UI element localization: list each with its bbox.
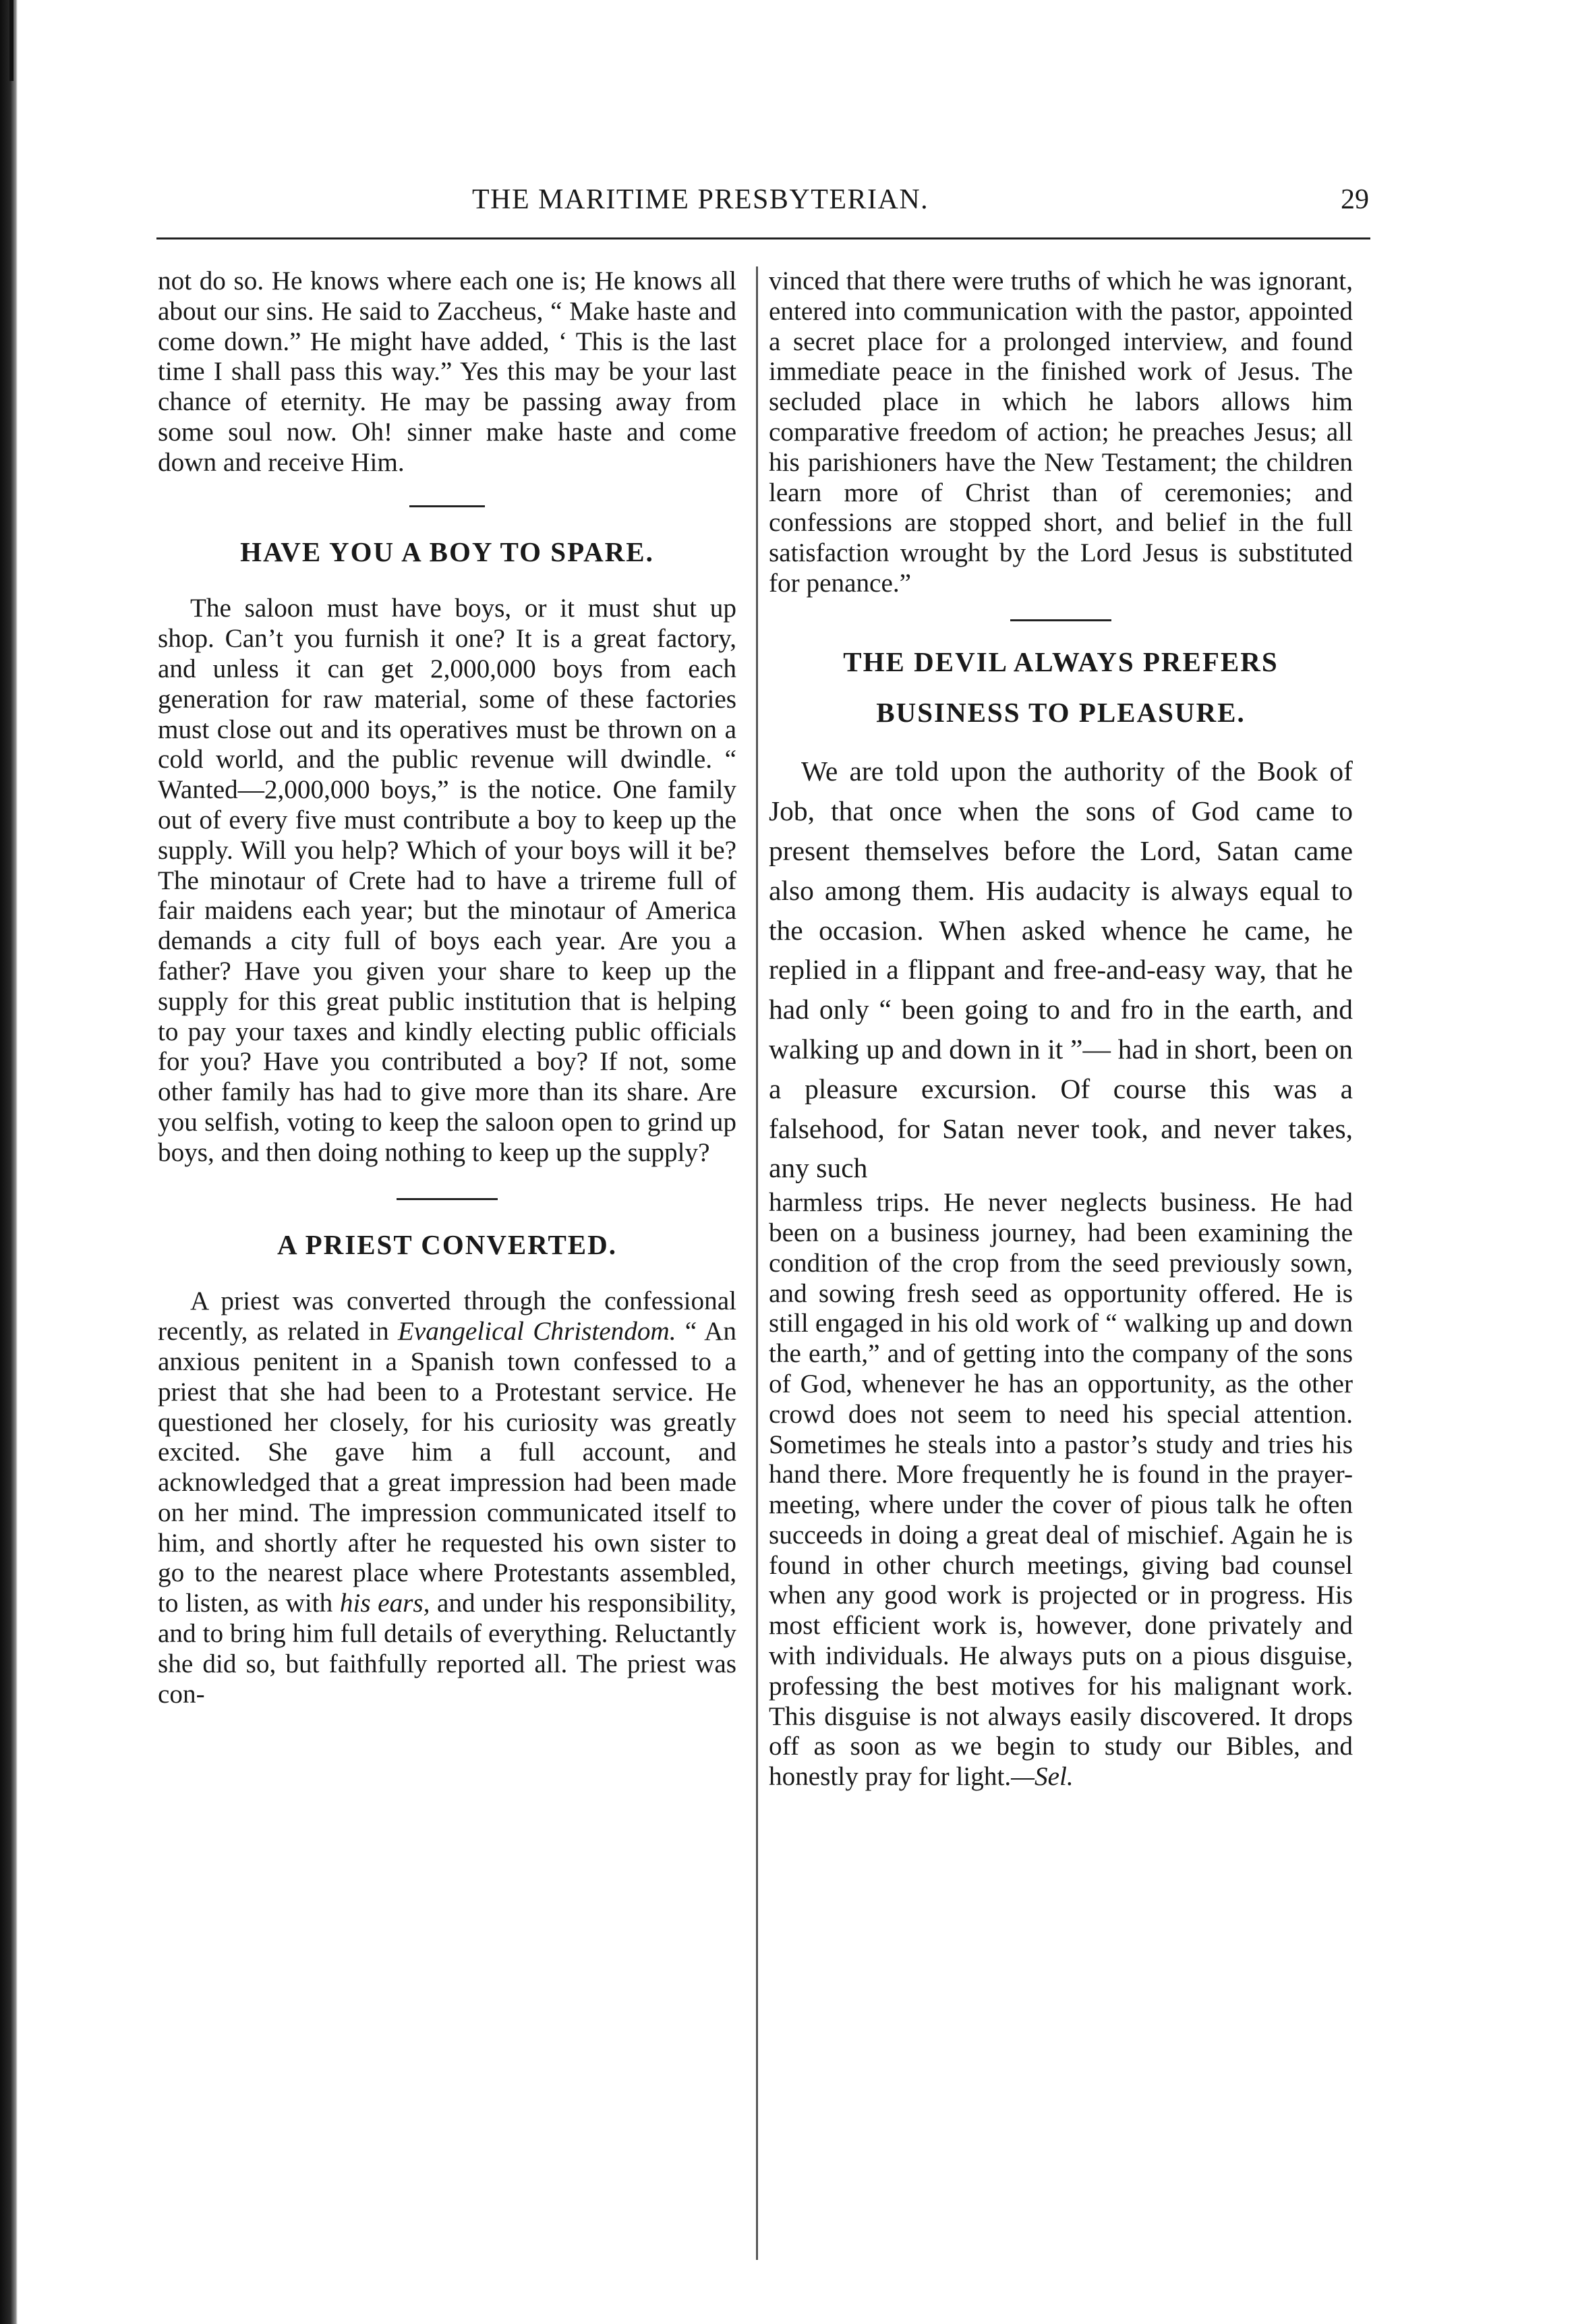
article-title-devil-line2: BUSINESS TO PLEASURE. — [876, 696, 1246, 728]
binding-mark — [9, 0, 13, 81]
continuation-paragraph: not do so. He knows where each one is; He knows all about our sins. He said to Zaccheus, “ Make haste and come down.” He might have added, ‘ This is the last time I shall pass this way.” Yes this may be your last chance of eternity. He may be passing away from some soul now. Oh! sinner make haste and come down and receive Him. — [158, 266, 736, 477]
page-binding-edge — [0, 0, 18, 2324]
page-number: 29 — [1341, 184, 1369, 215]
continuation-paragraph: vinced that there were truths of which he was ignorant, entered into communication with the pastor, appointed a secret place for a prolonged interview, and found immediate peace in the finished work of Jesus. The secluded place in which he labors allows him comparative freedom of action; he preaches Jesus; all his parishioners have the New Testament; the children learn more of Christ than of ceremonies; and confessions are stopped short, and belief in the full satisfaction wrought by the Lord Jesus is substituted for penance.” — [769, 266, 1353, 598]
italic-phrase: his ears, — [339, 1589, 430, 1618]
article-body-priest-converted — [158, 1286, 736, 1709]
running-head: THE MARITIME PRESBYTERIAN. — [472, 184, 929, 215]
page-header — [155, 183, 1369, 224]
body-text: and under his responsibility, and to bring him full details of everything. Reluctantly she did so, but faithfully reported all. The priest was con- — [158, 1589, 736, 1709]
signature: —Sel. — [1011, 1762, 1074, 1792]
article-body-devil-part2 — [769, 1188, 1353, 1792]
article-body-boy-to-spare: The saloon must have boys, or it must shut up shop. Can’t you furnish it one? It is a great factory, and unless it can get 2,000,000 boys from each generation for raw material, some of these factories must close out and its operatives must be thrown on a cold world, and the public revenue will dwindle. “ Wanted—2,000,000 boys,” is the notice. One family out of every five must contribute a boy to keep up the supply. Will you help? Which of your boys will it be? The minotaur of Crete had to have a trireme full of fair maidens each year; but the minotaur of America demands a city full of boys each year. Are you a father? Have you given your share to keep up the supply for this great public institution that is helping to pay your taxes and kindly electing public officials for you? Have you contributed a boy? If not, some other family has had to give more than its share. Are you selfish, voting to keep the saloon open to grind up boys, and then doing nothing to keep up the supply? — [158, 594, 736, 1167]
article-title-boy-to-spare: HAVE YOU A BOY TO SPARE. — [240, 536, 654, 567]
article-body-devil-part1: We are told upon the authority of the Book of Job, that once when the sons of God came to present themselves before the Lord, Satan came also among them. His audacity is always equal to the occasion. When asked whence he came, he replied in a flippant and free-and-easy way, that he had only “ been going to and fro in the earth, and walking up and down in it ”— had in short, been on a pleasure excursion. Of course this was a falsehood, for Satan never took, and never takes, any such — [769, 756, 1353, 1184]
column-divider — [756, 266, 758, 2260]
right-column — [769, 266, 1353, 1792]
header-rule — [156, 237, 1370, 239]
body-text: harmless trips. He never neglects business. He had been on a business journey, had been examining the condition of the crop from the seed previously sown, and sowing fresh seed as opportunity offered. He is still engaged in his old work of “ walking up and down the earth,” and of getting into the company of the sons of God, whenever he has an opportunity, as the other crowd does not seem to need his special attention. Sometimes he steals into a pastor’s study and tries his hand there. More frequently he is found in the prayer-meeting, where under the cover of pious talk he often succeeds in doing a great deal of mischief. Again he is found in other church meetings, giving bad counsel when any good work is projected or in progress. His most efficient work is, however, done privately and with individuals. He always puts on a pious disguise, professing the best motives for his malignant work. This disguise is not always easily discovered. It drops off as soon as we begin to study our Bibles, and honestly pray for light. — [769, 1188, 1353, 1792]
body-text: “ An anxious penitent in a Spanish town confessed to a priest that she had been to a Protestant service. He questioned her closely, for his curiosity was greatly excited. She gave him a full account, and acknowledged that a great impression had been made on her mind. The impression communicated itself to him, and shortly after he requested his own sister to go to the nearest place where Protestants assembled, to listen, as with — [158, 1317, 737, 1618]
article-title-devil-line1: THE DEVIL ALWAYS PREFERS — [843, 646, 1279, 677]
source-title: Evangelical Christendom. — [397, 1317, 676, 1347]
body-text: A priest was converted through the confessional recently, as related in — [158, 1286, 736, 1347]
article-title-priest-converted: A PRIEST CONVERTED. — [277, 1228, 617, 1260]
left-column — [158, 266, 736, 1709]
